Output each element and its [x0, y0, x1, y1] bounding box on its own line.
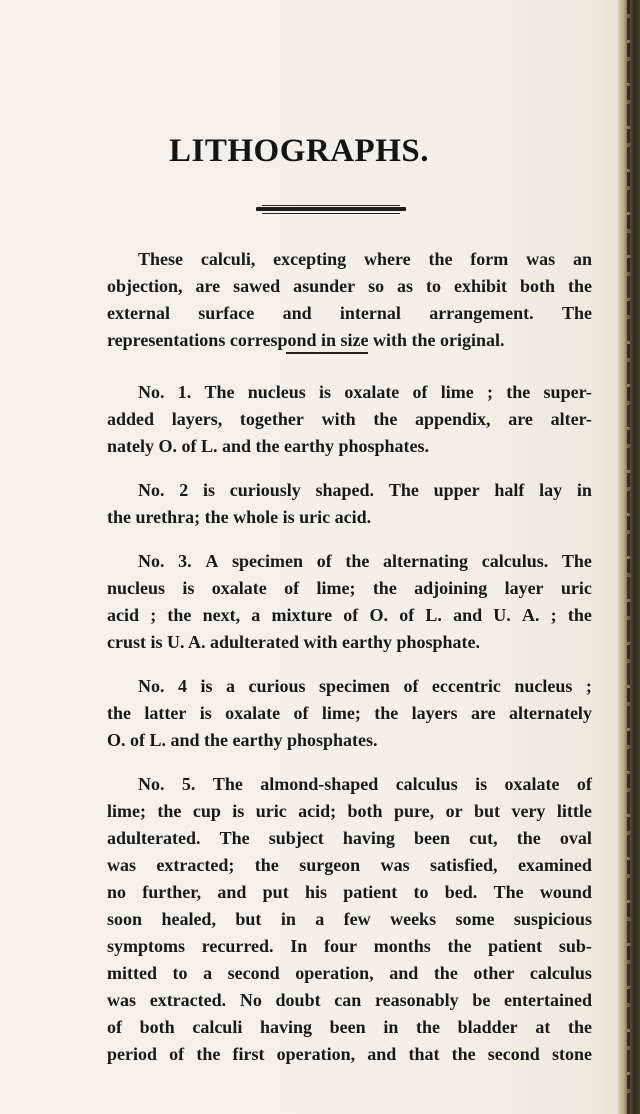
text-line: mitted to a second operation, and the other calculus — [107, 963, 592, 983]
text-line: No. 1. The nucleus is oxalate of lime ; the super- — [138, 382, 592, 402]
text-line: of both calculi having been in the bladder at the — [107, 1017, 592, 1037]
text-line: lime; the cup is uric acid; both pure, or but very little — [107, 801, 592, 821]
text-line: No. 4 is a curious specimen of eccentric nucleus ; — [138, 676, 592, 696]
text-line: was extracted. No doubt can reasonably be entertained — [107, 990, 592, 1010]
text-line: representations correspond in size with the original. — [107, 330, 505, 350]
text-line: crust is U. A. adulterated with earthy phosphate. — [107, 632, 481, 652]
text-line: no further, and put his patient to bed. The wound — [107, 882, 592, 902]
text-line: soon healed, but in a few weeks some suspicious — [107, 909, 592, 929]
spine-shadow — [627, 0, 630, 1114]
text-line: period of the first operation, and that the second stone — [107, 1044, 592, 1064]
text-line: O. of L. and the earthy phosphates. — [107, 730, 378, 750]
text-line: external surface and internal arrangement. The — [107, 303, 592, 323]
book-spine-edge — [618, 0, 640, 1114]
text-line: symptoms recurred. In four months the patient sub- — [107, 936, 592, 956]
text-line: acid ; the next, a mixture of O. of L. and U. A. ; the — [107, 605, 592, 625]
text-line: the latter is oxalate of lime; the layers are alternately — [107, 703, 592, 723]
text-line: added layers, together with the appendix, are alter- — [107, 409, 592, 429]
text-line: objection, are sawed asunder so as to exhibit both the — [107, 276, 592, 296]
text-line: No. 5. The almond-shaped calculus is oxalate of — [138, 774, 592, 794]
text-line: nately O. of L. and the earthy phosphates. — [107, 436, 430, 456]
text-line: nucleus is oxalate of lime; the adjoining layer uric — [107, 578, 592, 598]
text-line: No. 2 is curiously shaped. The upper half lay in — [138, 480, 592, 500]
text-line: adulterated. The subject having been cut, the oval — [107, 828, 592, 848]
text-line: the urethra; the whole is uric acid. — [107, 507, 372, 527]
text-line: was extracted; the surgeon was satisfied, examined — [107, 855, 592, 875]
title-ornament-rule — [256, 205, 406, 215]
text-line: These calculi, excepting where the form was an — [138, 249, 592, 269]
section-divider — [286, 352, 368, 354]
page-title: LITHOGRAPHS. — [169, 133, 429, 169]
text-line: No. 3. A specimen of the alternating calculus. The — [138, 551, 592, 571]
